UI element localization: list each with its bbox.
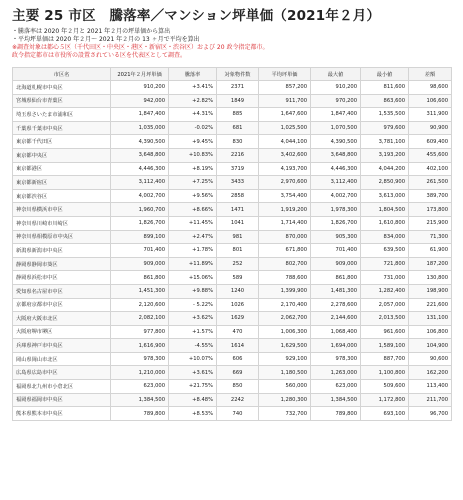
table-cell: 470 <box>217 325 259 339</box>
table-cell: 979,600 <box>361 121 409 135</box>
table-cell: 2,278,600 <box>311 298 361 312</box>
table-cell: 509,600 <box>361 380 409 394</box>
table-cell: 113,400 <box>409 380 452 394</box>
table-cell: 1,070,500 <box>311 121 361 135</box>
table-cell: 721,800 <box>361 257 409 271</box>
table-cell: 162,200 <box>409 366 452 380</box>
table-cell: 1,180,500 <box>259 366 311 380</box>
table-cell: 2371 <box>217 81 259 95</box>
table-cell: 681 <box>217 121 259 135</box>
table-cell: 801 <box>217 244 259 258</box>
table-cell: 2,082,100 <box>111 312 169 326</box>
table-cell: 788,600 <box>259 271 311 285</box>
table-cell: 1629 <box>217 312 259 326</box>
table-cell: 911,700 <box>259 94 311 108</box>
table-cell: 106,600 <box>409 94 452 108</box>
table-cell: 2,120,600 <box>111 298 169 312</box>
table-cell: 1,035,000 <box>111 121 169 135</box>
city-name-cell: 岡山県岡山市北区 <box>13 352 111 366</box>
table-cell: 981 <box>217 230 259 244</box>
city-name-cell: 熊本県熊本市中央区 <box>13 407 111 421</box>
table-cell: 187,200 <box>409 257 452 271</box>
table-row <box>13 339 452 353</box>
table-cell: 3,613,000 <box>361 189 409 203</box>
table-cell: 885 <box>217 108 259 122</box>
table-cell: +3.41% <box>169 81 217 95</box>
city-name-cell: 新潟県新潟市中央区 <box>13 244 111 258</box>
table-cell: 1,399,900 <box>259 284 311 298</box>
city-name-cell: 兵庫県神戸市中央区 <box>13 339 111 353</box>
table-row <box>13 244 452 258</box>
table-cell: 198,900 <box>409 284 452 298</box>
table-cell: 861,800 <box>311 271 361 285</box>
table-cell: 1,100,800 <box>361 366 409 380</box>
table-row <box>13 325 452 339</box>
city-name-cell: 宮城県仙台市青葉区 <box>13 94 111 108</box>
table-cell: 3,754,400 <box>259 189 311 203</box>
table-cell: 61,900 <box>409 244 452 258</box>
column-header: 騰落率 <box>169 68 217 81</box>
table-cell: 1,919,200 <box>259 203 311 217</box>
table-cell: 3,112,400 <box>111 176 169 190</box>
table-row <box>13 176 452 190</box>
page-title: 主要 25 市区 騰落率／マンション坪単価（2021年２月） <box>12 8 381 24</box>
table-cell: +2.47% <box>169 230 217 244</box>
table-cell: 104,900 <box>409 339 452 353</box>
table-cell: 1,694,000 <box>311 339 361 353</box>
table-cell: 1,978,300 <box>311 203 361 217</box>
table-cell: 731,000 <box>361 271 409 285</box>
table-cell: 1026 <box>217 298 259 312</box>
notes <box>12 28 451 60</box>
table-cell: +9.88% <box>169 284 217 298</box>
table-cell: 1,263,000 <box>311 366 361 380</box>
city-name-cell: 静岡県静岡市葵区 <box>13 257 111 271</box>
table-cell: 1614 <box>217 339 259 353</box>
table-row <box>13 135 452 149</box>
city-name-cell: 東京都千代田区 <box>13 135 111 149</box>
table-cell: 261,500 <box>409 176 452 190</box>
table-row <box>13 94 452 108</box>
table-cell: 910,200 <box>311 81 361 95</box>
table-cell: 1,629,500 <box>259 339 311 353</box>
table-cell: 1849 <box>217 94 259 108</box>
table-cell: 2,170,400 <box>259 298 311 312</box>
table-cell: +10.83% <box>169 148 217 162</box>
table-cell: 131,100 <box>409 312 452 326</box>
city-name-cell: 神奈川県相模原市中央区 <box>13 230 111 244</box>
table-cell: +7.25% <box>169 176 217 190</box>
table-cell: 1471 <box>217 203 259 217</box>
table-cell: 3433 <box>217 176 259 190</box>
table-cell: +3.61% <box>169 366 217 380</box>
table-row <box>13 81 452 95</box>
table-cell: 90,900 <box>409 121 452 135</box>
city-name-cell: 福岡県北九州市小倉北区 <box>13 380 111 394</box>
table-cell: 221,600 <box>409 298 452 312</box>
table-cell: +8.19% <box>169 162 217 176</box>
table-cell: 2858 <box>217 189 259 203</box>
table-row <box>13 121 452 135</box>
table-cell: 1,616,900 <box>111 339 169 353</box>
table-cell: 96,700 <box>409 407 452 421</box>
table-cell: 311,900 <box>409 108 452 122</box>
table-cell: 2,144,600 <box>311 312 361 326</box>
table-cell: 2,062,700 <box>259 312 311 326</box>
table-cell: 4,044,100 <box>259 135 311 149</box>
table-row <box>13 189 452 203</box>
table-cell: 1,384,500 <box>311 393 361 407</box>
city-name-cell: 静岡県浜松市中区 <box>13 271 111 285</box>
table-cell: 834,000 <box>361 230 409 244</box>
table-cell: 1,535,500 <box>361 108 409 122</box>
table-cell: 606 <box>217 352 259 366</box>
table-cell: 1,647,600 <box>259 108 311 122</box>
table-cell: +1.78% <box>169 244 217 258</box>
table-cell: +8.66% <box>169 203 217 217</box>
table-cell: +2.82% <box>169 94 217 108</box>
column-header: 差額 <box>409 68 452 81</box>
table-cell: 1,210,000 <box>111 366 169 380</box>
table-cell: 3,648,800 <box>311 148 361 162</box>
table-cell: 732,700 <box>259 407 311 421</box>
table-cell: 961,600 <box>361 325 409 339</box>
table-cell: 811,600 <box>361 81 409 95</box>
city-name-cell: 埼玉県さいたま市浦和区 <box>13 108 111 122</box>
table-cell: 669 <box>217 366 259 380</box>
table-cell: 857,200 <box>259 81 311 95</box>
table-cell: 402,100 <box>409 162 452 176</box>
table-cell: 98,600 <box>409 81 452 95</box>
table-cell: 4,446,300 <box>311 162 361 176</box>
table-cell: 71,300 <box>409 230 452 244</box>
table-cell: +1.57% <box>169 325 217 339</box>
table-cell: 1,006,300 <box>259 325 311 339</box>
table-cell: 455,600 <box>409 148 452 162</box>
table-cell: 1,826,700 <box>111 216 169 230</box>
table-cell: 3,193,200 <box>361 148 409 162</box>
table-cell: +11.89% <box>169 257 217 271</box>
table-cell: 1,384,500 <box>111 393 169 407</box>
table-body <box>13 81 452 421</box>
table-cell: 701,400 <box>111 244 169 258</box>
table-row <box>13 108 452 122</box>
table-row <box>13 393 452 407</box>
table-cell: 1,960,700 <box>111 203 169 217</box>
table-row <box>13 203 452 217</box>
city-name-cell: 東京都渋谷区 <box>13 189 111 203</box>
table-row <box>13 366 452 380</box>
table-cell: +21.75% <box>169 380 217 394</box>
table-cell: +3.62% <box>169 312 217 326</box>
table-cell: 2216 <box>217 148 259 162</box>
table-cell: 1,068,400 <box>311 325 361 339</box>
table-cell: 389,700 <box>409 189 452 203</box>
table-row <box>13 312 452 326</box>
table-cell: 1,481,300 <box>311 284 361 298</box>
table-cell: 887,700 <box>361 352 409 366</box>
city-name-cell: 福岡県福岡市中央区 <box>13 393 111 407</box>
table-cell: 905,300 <box>311 230 361 244</box>
table-cell: +9.56% <box>169 189 217 203</box>
table-cell: 861,800 <box>111 271 169 285</box>
city-name-cell: 東京都新宿区 <box>13 176 111 190</box>
survey-note-line: ※調査対象は都心５区（千代田区・中央区・港区・新宿区・渋谷区）および 20 政令指定都市。 <box>12 44 269 51</box>
table-cell: +15.06% <box>169 271 217 285</box>
table-cell: 740 <box>217 407 259 421</box>
city-name-cell: 北海道札幌市中央区 <box>13 81 111 95</box>
table-cell: -4.55% <box>169 339 217 353</box>
table-row <box>13 230 452 244</box>
table-cell: 1,610,800 <box>361 216 409 230</box>
table-cell: 899,100 <box>111 230 169 244</box>
table-cell: 4,044,200 <box>361 162 409 176</box>
table-cell: 4,390,500 <box>311 135 361 149</box>
survey-note-line: 政令指定都市は市役所の設置されている区を代表区として調査。 <box>12 52 187 59</box>
column-header: 対象物件数 <box>217 68 259 81</box>
table-cell: 789,800 <box>311 407 361 421</box>
table-cell: 1,589,100 <box>361 339 409 353</box>
table-cell: +4.31% <box>169 108 217 122</box>
table-cell: 589 <box>217 271 259 285</box>
table-cell: 639,500 <box>361 244 409 258</box>
table-cell: 693,100 <box>361 407 409 421</box>
table-cell: +8.48% <box>169 393 217 407</box>
table-cell: 4,446,300 <box>111 162 169 176</box>
table-cell: 671,800 <box>259 244 311 258</box>
table-cell: +11.45% <box>169 216 217 230</box>
table-row <box>13 298 452 312</box>
table-cell: 173,800 <box>409 203 452 217</box>
column-header: 市区名 <box>13 68 111 81</box>
table-row <box>13 162 452 176</box>
table-cell: 942,000 <box>111 94 169 108</box>
table-cell: 870,000 <box>259 230 311 244</box>
table-cell: 1,282,400 <box>361 284 409 298</box>
table-cell: 609,400 <box>409 135 452 149</box>
table-cell: - 5.22% <box>169 298 217 312</box>
table-row <box>13 216 452 230</box>
table-cell: 4,002,700 <box>311 189 361 203</box>
table-cell: -0.02% <box>169 121 217 135</box>
table-cell: 1240 <box>217 284 259 298</box>
table-row <box>13 407 452 421</box>
table-cell: +9.45% <box>169 135 217 149</box>
city-name-cell: 東京都港区 <box>13 162 111 176</box>
table-cell: 1,172,800 <box>361 393 409 407</box>
table-row <box>13 271 452 285</box>
table-cell: 3719 <box>217 162 259 176</box>
column-header: 最小値 <box>361 68 409 81</box>
table-cell: 623,000 <box>111 380 169 394</box>
table-cell: 2,850,900 <box>361 176 409 190</box>
table-cell: 106,800 <box>409 325 452 339</box>
note-line: ・騰落率は 2020 年２月と 2021 年２月の坪単価から算出 <box>12 28 171 35</box>
table-cell: 4,193,700 <box>259 162 311 176</box>
table-cell: 211,700 <box>409 393 452 407</box>
table-cell: 623,000 <box>311 380 361 394</box>
table-cell: 1,280,300 <box>259 393 311 407</box>
table-cell: 3,781,100 <box>361 135 409 149</box>
city-name-cell: 神奈川県川崎市川崎区 <box>13 216 111 230</box>
table-cell: 977,800 <box>111 325 169 339</box>
table-cell: 802,700 <box>259 257 311 271</box>
table-cell: 2242 <box>217 393 259 407</box>
table-cell: 4,390,500 <box>111 135 169 149</box>
city-name-cell: 神奈川県横浜市中区 <box>13 203 111 217</box>
city-name-cell: 広島県広島市中区 <box>13 366 111 380</box>
table-cell: 3,402,600 <box>259 148 311 162</box>
table-cell: 910,200 <box>111 81 169 95</box>
table-cell: 1,025,500 <box>259 121 311 135</box>
table-cell: 701,400 <box>311 244 361 258</box>
column-header: 2021年２月坪単価 <box>111 68 169 81</box>
table-cell: 830 <box>217 135 259 149</box>
table-row <box>13 257 452 271</box>
note-line: ・平均坪単価は 2020 年２月〜 2021 年２月の 13 ヶ月で平均を算出 <box>12 36 200 43</box>
table-cell: 130,800 <box>409 271 452 285</box>
city-name-cell: 大阪府大阪市北区 <box>13 312 111 326</box>
table-cell: 2,970,600 <box>259 176 311 190</box>
city-name-cell: 大阪府堺市堺区 <box>13 325 111 339</box>
price-table <box>12 67 452 421</box>
table-cell: 970,200 <box>311 94 361 108</box>
table-cell: 1,804,500 <box>361 203 409 217</box>
table-cell: 4,002,700 <box>111 189 169 203</box>
table-cell: 2,013,500 <box>361 312 409 326</box>
column-header: 平均坪単価 <box>259 68 311 81</box>
city-name-cell: 東京都中央区 <box>13 148 111 162</box>
table-cell: 1,847,400 <box>311 108 361 122</box>
table-cell: 1,714,400 <box>259 216 311 230</box>
table-cell: 850 <box>217 380 259 394</box>
table-cell: 909,000 <box>311 257 361 271</box>
table-cell: 3,112,400 <box>311 176 361 190</box>
table-row <box>13 148 452 162</box>
table-row <box>13 352 452 366</box>
table-cell: 863,600 <box>361 94 409 108</box>
table-cell: 252 <box>217 257 259 271</box>
table-cell: 1,826,700 <box>311 216 361 230</box>
table-cell: 978,300 <box>311 352 361 366</box>
table-cell: 978,300 <box>111 352 169 366</box>
table-cell: 1,451,300 <box>111 284 169 298</box>
table-cell: 90,600 <box>409 352 452 366</box>
table-cell: 215,900 <box>409 216 452 230</box>
city-name-cell: 愛知県名古屋市中区 <box>13 284 111 298</box>
table-cell: +10.07% <box>169 352 217 366</box>
table-cell: 2,057,000 <box>361 298 409 312</box>
table-cell: +8.53% <box>169 407 217 421</box>
table-cell: 1041 <box>217 216 259 230</box>
table-row <box>13 284 452 298</box>
table-cell: 1,847,400 <box>111 108 169 122</box>
table-cell: 909,000 <box>111 257 169 271</box>
table-header-row <box>13 68 452 81</box>
table-row <box>13 380 452 394</box>
city-name-cell: 千葉県千葉市中央区 <box>13 121 111 135</box>
table-cell: 789,800 <box>111 407 169 421</box>
table-cell: 929,100 <box>259 352 311 366</box>
column-header: 最大値 <box>311 68 361 81</box>
table-cell: 560,000 <box>259 380 311 394</box>
table-cell: 3,648,800 <box>111 148 169 162</box>
city-name-cell: 京都府京都市中京区 <box>13 298 111 312</box>
